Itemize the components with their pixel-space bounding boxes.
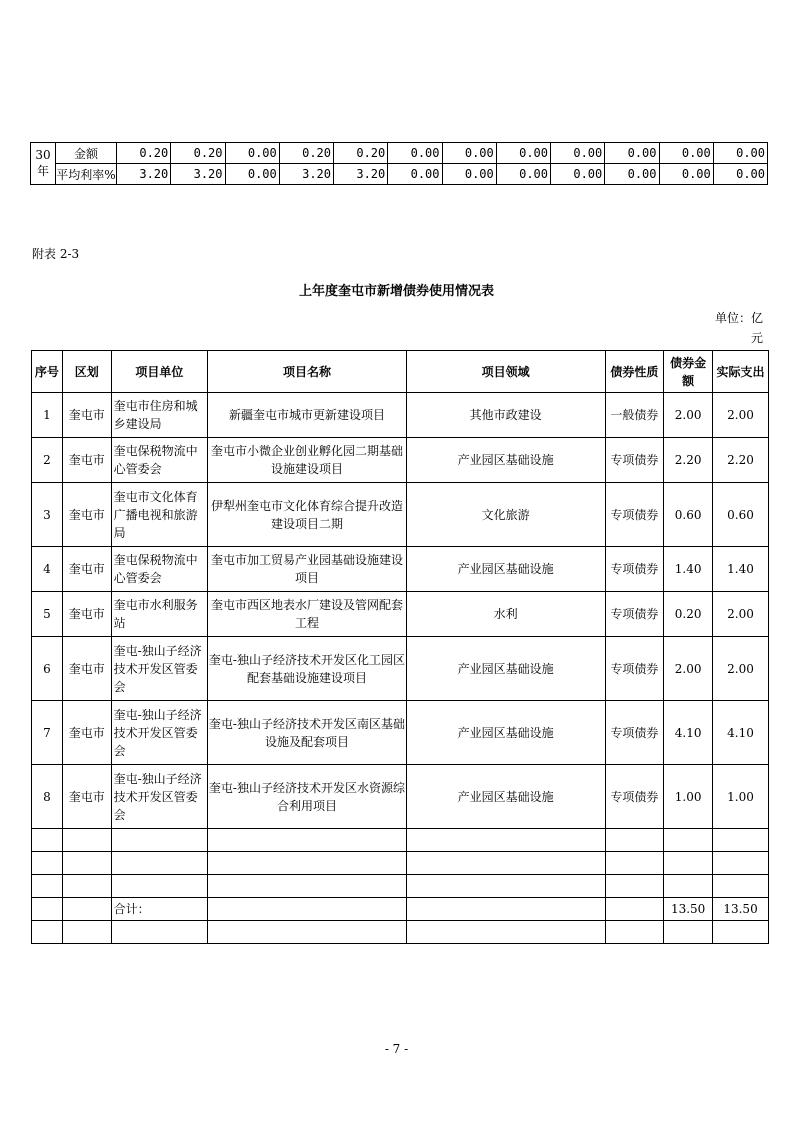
district-cell: 奎屯市 <box>62 701 111 765</box>
district-cell: 奎屯市 <box>62 483 111 547</box>
amount-cell: 2.00 <box>664 393 713 438</box>
name-cell: 奎屯-独山子经济技术开发区化工园区配套基础设施建设项目 <box>208 637 407 701</box>
name-cell: 新疆奎屯市城市更新建设项目 <box>208 393 407 438</box>
header-expense: 实际支出 <box>713 351 769 393</box>
value-cell: 0.00 <box>659 164 713 185</box>
type-cell: 一般债券 <box>605 393 664 438</box>
unit-cell: 奎屯-独山子经济技术开发区管委会 <box>111 637 208 701</box>
unit-cell: 奎屯市水利服务站 <box>111 592 208 637</box>
rate-table-continuation <box>30 142 768 185</box>
type-cell: 专项债券 <box>605 637 664 701</box>
header-name: 项目名称 <box>208 351 407 393</box>
amount-cell: 4.10 <box>664 701 713 765</box>
field-cell: 产业园区基础设施 <box>406 637 605 701</box>
header-district: 区划 <box>62 351 111 393</box>
value-cell: 0.00 <box>388 164 442 185</box>
page-title: 上年度奎屯市新增债券使用情况表 <box>298 284 494 299</box>
type-cell: 专项债券 <box>605 701 664 765</box>
total-amount: 13.50 <box>664 898 713 921</box>
value-cell: 0.00 <box>551 164 605 185</box>
seq-cell: 7 <box>32 701 63 765</box>
value-cell: 0.20 <box>171 143 225 164</box>
value-cell: 0.20 <box>117 143 171 164</box>
name-cell: 伊犁州奎屯市文化体育综合提升改造建设项目二期 <box>208 483 407 547</box>
table-row <box>32 483 769 547</box>
header-field: 项目领域 <box>406 351 605 393</box>
expense-cell: 4.10 <box>713 701 769 765</box>
bond-usage-table <box>31 350 769 944</box>
table-row <box>32 701 769 765</box>
value-cell: 3.20 <box>279 164 333 185</box>
type-cell: 专项债券 <box>605 547 664 592</box>
value-cell: 0.00 <box>551 143 605 164</box>
year-unit: 年 <box>36 164 49 178</box>
amount-cell: 1.00 <box>664 765 713 829</box>
page-number: - 7 - <box>384 1042 409 1056</box>
district-cell: 奎屯市 <box>62 765 111 829</box>
unit-cell: 奎屯市住房和城乡建设局 <box>111 393 208 438</box>
empty-row <box>32 852 769 875</box>
year-value: 30 <box>35 148 51 162</box>
value-cell: 0.00 <box>605 143 659 164</box>
type-cell: 专项债券 <box>605 438 664 483</box>
field-cell: 产业园区基础设施 <box>406 765 605 829</box>
header-unit: 项目单位 <box>111 351 208 393</box>
expense-cell: 1.40 <box>713 547 769 592</box>
amount-cell: 2.00 <box>664 637 713 701</box>
value-cell: 0.00 <box>388 143 442 164</box>
value-cell: 0.00 <box>496 143 550 164</box>
table-row <box>31 143 768 164</box>
header-amount: 债券金额 <box>664 351 713 393</box>
total-row <box>32 898 769 921</box>
type-cell: 专项债券 <box>605 765 664 829</box>
table-row <box>32 393 769 438</box>
amount-cell: 1.40 <box>664 547 713 592</box>
seq-cell: 1 <box>32 393 63 438</box>
unit-cell: 奎屯-独山子经济技术开发区管委会 <box>111 765 208 829</box>
table-row <box>32 592 769 637</box>
unit-cell: 奎屯市文化体育广播电视和旅游局 <box>111 483 208 547</box>
district-cell: 奎屯市 <box>62 547 111 592</box>
expense-cell: 2.00 <box>713 393 769 438</box>
value-cell: 0.00 <box>442 164 496 185</box>
empty-row <box>32 875 769 898</box>
type-cell: 专项债券 <box>605 592 664 637</box>
type-cell: 专项债券 <box>605 483 664 547</box>
value-cell: 0.20 <box>279 143 333 164</box>
district-cell: 奎屯市 <box>62 592 111 637</box>
expense-cell: 1.00 <box>713 765 769 829</box>
seq-cell: 6 <box>32 637 63 701</box>
name-cell: 奎屯市加工贸易产业园基础设施建设项目 <box>208 547 407 592</box>
value-cell: 0.00 <box>442 143 496 164</box>
table-row <box>31 164 768 185</box>
value-cell: 3.20 <box>334 164 388 185</box>
value-cell: 0.00 <box>496 164 550 185</box>
empty-row <box>32 829 769 852</box>
value-cell: 0.00 <box>713 143 767 164</box>
year-cell <box>31 143 56 185</box>
field-cell: 产业园区基础设施 <box>406 547 605 592</box>
name-cell: 奎屯市小微企业创业孵化园二期基础设施建设项目 <box>208 438 407 483</box>
unit-cell: 奎屯保税物流中心管委会 <box>111 438 208 483</box>
district-cell: 奎屯市 <box>62 438 111 483</box>
seq-cell: 3 <box>32 483 63 547</box>
field-cell: 水利 <box>406 592 605 637</box>
table-row <box>32 547 769 592</box>
seq-cell: 2 <box>32 438 63 483</box>
header-seq: 序号 <box>32 351 63 393</box>
empty-row <box>32 921 769 944</box>
seq-cell: 4 <box>32 547 63 592</box>
unit-line: 元 <box>750 331 763 345</box>
total-label: 合计： <box>111 898 208 921</box>
district-cell: 奎屯市 <box>62 393 111 438</box>
expense-cell: 2.20 <box>713 438 769 483</box>
seq-cell: 5 <box>32 592 63 637</box>
unit-line: 单位：亿 <box>714 311 763 325</box>
value-cell: 0.00 <box>659 143 713 164</box>
expense-cell: 0.60 <box>713 483 769 547</box>
unit-cell: 奎屯-独山子经济技术开发区管委会 <box>111 701 208 765</box>
value-cell: 0.00 <box>225 164 279 185</box>
name-cell: 奎屯-独山子经济技术开发区水资源综合利用项目 <box>208 765 407 829</box>
table-row <box>32 765 769 829</box>
row-label: 金额 <box>56 143 117 164</box>
header-type: 债券性质 <box>605 351 664 393</box>
table-row <box>32 637 769 701</box>
value-cell: 3.20 <box>117 164 171 185</box>
name-cell: 奎屯市西区地表水厂建设及管网配套工程 <box>208 592 407 637</box>
appendix-label: 附表 2-3 <box>32 247 80 261</box>
amount-cell: 2.20 <box>664 438 713 483</box>
unit-cell: 奎屯保税物流中心管委会 <box>111 547 208 592</box>
value-cell: 3.20 <box>171 164 225 185</box>
district-cell: 奎屯市 <box>62 637 111 701</box>
expense-cell: 2.00 <box>713 637 769 701</box>
seq-cell: 8 <box>32 765 63 829</box>
field-cell: 文化旅游 <box>406 483 605 547</box>
value-cell: 0.20 <box>334 143 388 164</box>
amount-cell: 0.20 <box>664 592 713 637</box>
field-cell: 产业园区基础设施 <box>406 438 605 483</box>
total-expense: 13.50 <box>713 898 769 921</box>
row-label: 平均利率% <box>56 164 117 185</box>
amount-cell: 0.60 <box>664 483 713 547</box>
value-cell: 0.00 <box>225 143 279 164</box>
name-cell: 奎屯-独山子经济技术开发区南区基础设施及配套项目 <box>208 701 407 765</box>
expense-cell: 2.00 <box>713 592 769 637</box>
value-cell: 0.00 <box>713 164 767 185</box>
unit-label <box>703 308 763 348</box>
table-row <box>32 438 769 483</box>
field-cell: 其他市政建设 <box>406 393 605 438</box>
table-header-row <box>32 351 769 393</box>
field-cell: 产业园区基础设施 <box>406 701 605 765</box>
value-cell: 0.00 <box>605 164 659 185</box>
